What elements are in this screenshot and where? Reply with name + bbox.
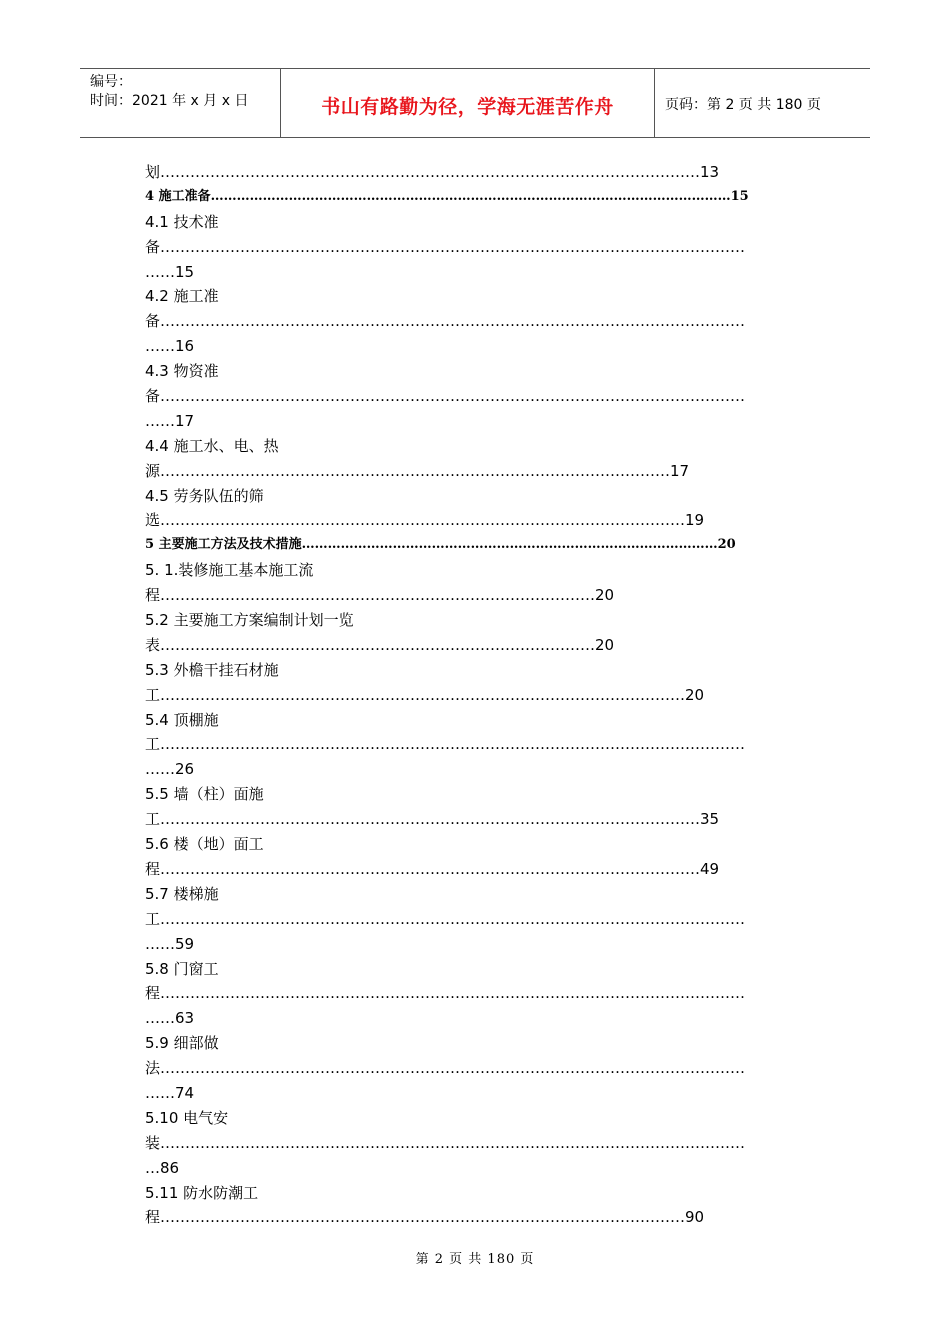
toc-line: ……59 bbox=[145, 934, 195, 953]
toc-line: 5.10 电气安 bbox=[145, 1108, 229, 1127]
toc-line: 工………………………………………………………………………………………………35 bbox=[145, 810, 720, 829]
toc-line: 程………………………………………………………………………………………………49 bbox=[145, 859, 720, 878]
toc-line: 4.1 技术准 bbox=[145, 212, 219, 231]
toc-line: 备……………………………………………………………………………………………………… bbox=[145, 387, 746, 406]
toc-line: ……26 bbox=[145, 760, 195, 779]
page-header bbox=[80, 68, 870, 138]
toc-line: ……63 bbox=[145, 1009, 195, 1028]
toc-line: ……74 bbox=[145, 1083, 195, 1102]
toc-line: 划………………………………………………………………………………………………13 bbox=[145, 163, 720, 181]
toc-line: 装……………………………………………………………………………………………………… bbox=[145, 1133, 746, 1152]
toc-line: 5.11 防水防潮工 bbox=[145, 1183, 259, 1202]
toc-line: 4.3 物资准 bbox=[145, 362, 219, 381]
toc-line: 4.2 施工准 bbox=[145, 287, 219, 306]
toc-line: 备……………………………………………………………………………………………………… bbox=[145, 312, 746, 331]
toc-line: 5.2 主要施工方案编制计划一览 bbox=[145, 611, 354, 630]
toc-line: 5.9 细部做 bbox=[145, 1034, 219, 1053]
toc-line: 5.7 楼梯施 bbox=[145, 884, 219, 903]
toc-line: 工……………………………………………………………………………………………20 bbox=[145, 685, 705, 704]
toc-line: 选……………………………………………………………………………………………19 bbox=[145, 511, 705, 530]
header-meta bbox=[80, 69, 281, 137]
header-motto: 书山有路勤为径，学海无涯苦作舟 bbox=[281, 69, 655, 137]
toc-line: ……16 bbox=[145, 337, 195, 356]
toc-line: 5.8 门窗工 bbox=[145, 959, 219, 978]
toc-line: 源…………………………………………………………………………………………17 bbox=[145, 461, 690, 480]
toc-line: 5.3 外檐干挂石材施 bbox=[145, 660, 279, 679]
toc-line: 4 施工准备…………………………………………………………………………………………………………15 bbox=[145, 188, 749, 204]
toc-line: 5.5 墙（柱）面施 bbox=[145, 785, 264, 804]
header-page-info: 页码：第 2 页 共 180 页 bbox=[665, 97, 821, 113]
toc-line: 4.4 施工水、电、热 bbox=[145, 436, 279, 455]
toc-line: 工……………………………………………………………………………………………………… bbox=[145, 735, 746, 754]
toc-line: 5. 1.装修施工基本施工流 bbox=[145, 561, 314, 580]
toc-line: 法……………………………………………………………………………………………………… bbox=[145, 1059, 746, 1078]
toc-line: ……17 bbox=[145, 411, 195, 430]
toc-line: …86 bbox=[145, 1158, 180, 1177]
toc-line: 5.4 顶棚施 bbox=[145, 710, 219, 729]
toc-line: 程……………………………………………………………………………………………90 bbox=[145, 1208, 705, 1227]
page-footer: 第 2 页 共 180 页 bbox=[415, 1252, 535, 1267]
toc-line: ……15 bbox=[145, 262, 195, 281]
table-of-contents bbox=[145, 160, 815, 1230]
toc-line: 5.6 楼（地）面工 bbox=[145, 835, 264, 854]
document-number-label: 编号： bbox=[90, 74, 132, 90]
toc-line: 备……………………………………………………………………………………………………… bbox=[145, 237, 746, 256]
toc-line: 表……………………………………………………………………………20 bbox=[145, 635, 615, 654]
toc-line: 程……………………………………………………………………………20 bbox=[145, 586, 615, 605]
toc-line: 程……………………………………………………………………………………………………… bbox=[145, 984, 746, 1003]
toc-line: 5 主要施工方法及技术措施……………………………………………………………………………………20 bbox=[145, 537, 736, 553]
toc-line: 工……………………………………………………………………………………………………… bbox=[145, 909, 746, 928]
toc-line: 4.5 劳务队伍的筛 bbox=[145, 486, 264, 505]
document-date: 时间：2021 年 x 月 x 日 bbox=[90, 93, 249, 109]
